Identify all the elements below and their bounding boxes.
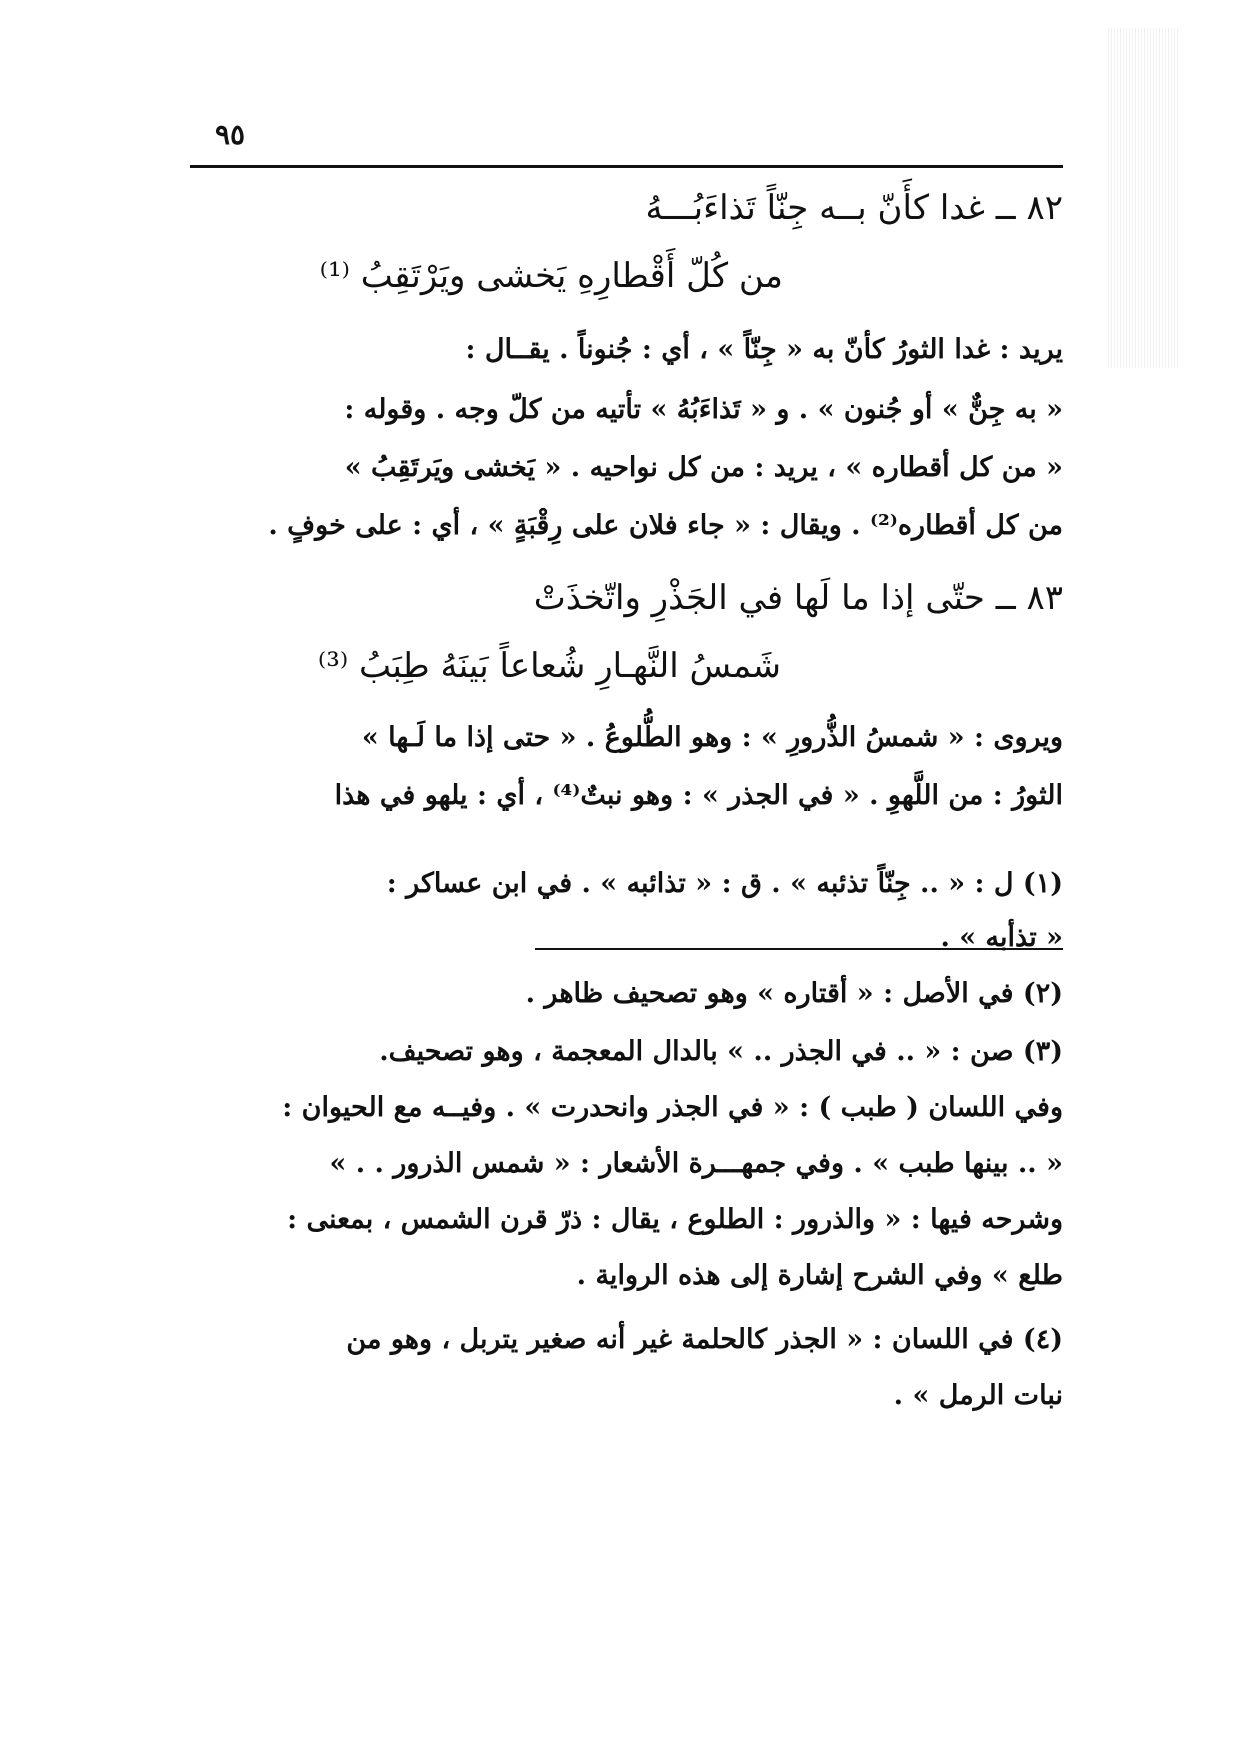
- commentary-82-line-3: « من كل أقطاره » ، يريد : من كل نواحيه . « يَخشى ويَرتَقِبُ »: [344, 452, 1063, 483]
- footnote-1-line-2: « تذأبه » .: [940, 922, 1063, 953]
- footnote-3-line-2: وفي اللسان ( طبب ) : « في الجذر وانحدرت » . وفيــه مع الحيوان :: [282, 1092, 1063, 1123]
- verse-83-line-1: ٨٣ ــ حتّى إذا ما لَها في الجَذْرِ واتّخذَتْ: [533, 578, 1063, 618]
- footnote-3-line-4: وشرحه فيها : « والذرور : الطلوع ، يقال : ذرّ قرن الشمس ، بمعنى :: [287, 1204, 1063, 1235]
- verse-82-line-2: من كُلّ أَقْطارِهِ يَخشى ويَرْتَقِبُ ⁽¹⁾: [319, 256, 783, 296]
- footnote-3-line-3: « .. بينها طبب » . وفي جمهـــرة الأشعار : « شمس الذرور . . »: [329, 1148, 1063, 1179]
- footnote-4-line-1: (٤) في اللسان : « الجذر كالحلمة غير أنه صغير يتربل ، وهو من: [346, 1324, 1063, 1355]
- commentary-83-line-1: ويروى : « شمسُ الذُّرورِ » : وهو الطُّلوعُ . « حتى إذا ما لَـها »: [361, 722, 1063, 753]
- commentary-83-line-2: الثورُ : من اللَّهوِ . « في الجذر » : وهو نبتٌ⁽⁴⁾ ، أي : يلهو في هذا: [334, 780, 1063, 811]
- commentary-82-line-2: « به جِنٌّ » أو جُنون » . و « تَذاءَبُهُ » تأتيه من كلّ وجه . وقوله :: [344, 394, 1063, 425]
- footnote-1-line-1: (١) ل : « .. جِنّاً تذئبه » . ق : « تذائبه » . في ابن عساكر :: [386, 868, 1063, 899]
- scan-edge-shadow: [1108, 28, 1178, 368]
- page-number: ٩٥: [215, 118, 246, 151]
- header-rule: [190, 165, 1063, 168]
- footnote-3-line-5: طلع » وفي الشرح إشارة إلى هذه الرواية .: [576, 1260, 1063, 1291]
- commentary-82-line-4: من كل أقطاره⁽²⁾ . ويقال : « جاء فلان على رِقْبَةٍ » ، أي : على خوفٍ .: [268, 510, 1063, 541]
- footnote-4-line-2: نبات الرمل » .: [893, 1380, 1063, 1411]
- footnote-3-line-1: (٣) صن : « .. في الجذر .. » بالدال المعجمة ، وهو تصحيف.: [379, 1036, 1063, 1067]
- footnote-2: (٢) في الأصل : « أقتاره » وهو تصحيف ظاهر .: [525, 978, 1063, 1009]
- verse-83-line-2: شَمسُ النَّهـارِ شُعاعاً بَينَهُ طِبَبُ ⁽³⁾: [317, 646, 781, 686]
- verse-82-line-1: ٨٢ ــ غدا كأَنّ بــه جِنّاً تَذاءَبُـــهُ: [645, 188, 1063, 228]
- commentary-82-line-1: يريد : غدا الثورُ كأنّ به « جِنّاً » ، أي : جُنوناً . يقــال :: [465, 334, 1063, 365]
